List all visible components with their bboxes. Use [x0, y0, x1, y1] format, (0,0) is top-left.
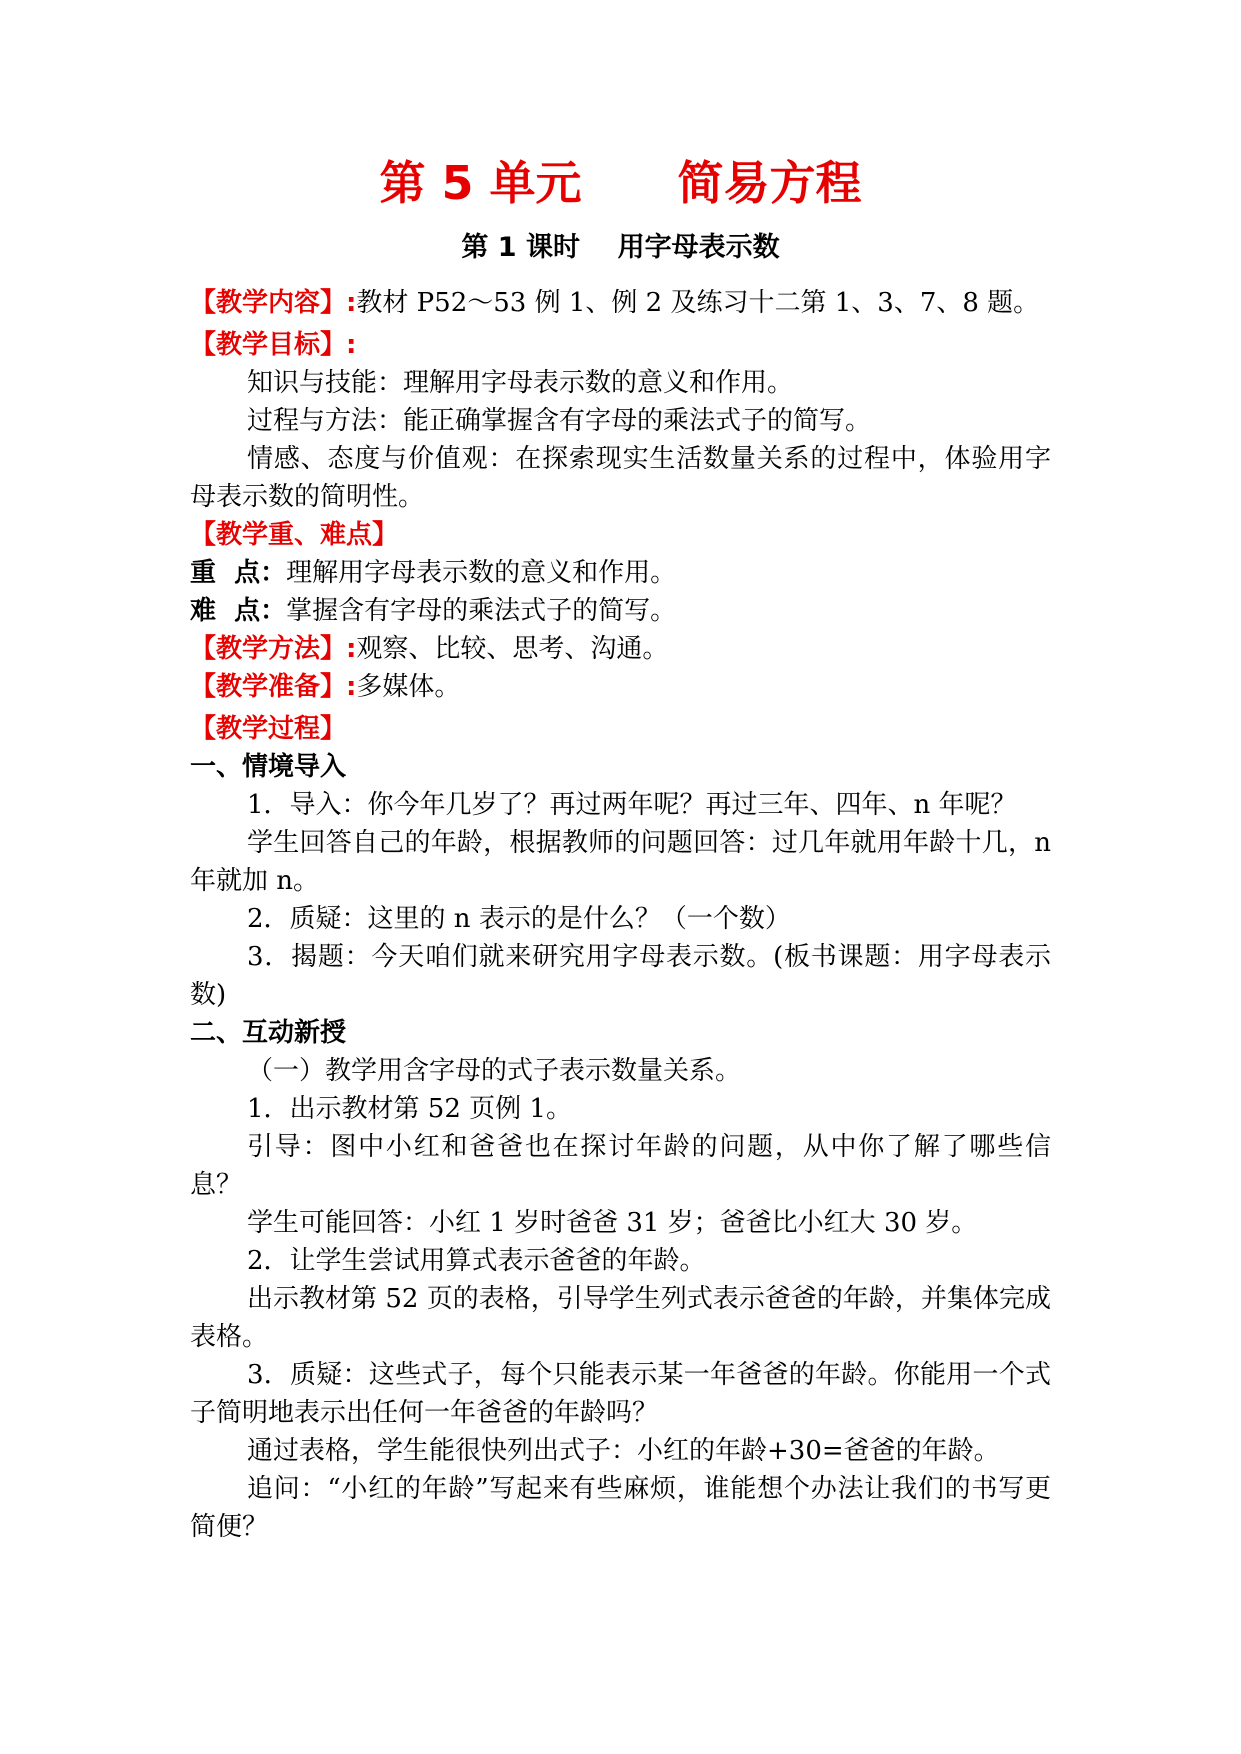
paragraph: 追问：“小红的年龄”写起来有些麻烦，谁能想个办法让我们的书写更简便？	[190, 1474, 1051, 1542]
paragraph: 2．质疑：这里的 n 表示的是什么？（一个数）	[247, 904, 791, 934]
difficult-point-label: 难 点：	[190, 596, 287, 626]
goal-item: 知识与技能：理解用字母表示数的意义和作用。	[247, 368, 794, 398]
teaching-prep-text: 多媒体。	[356, 672, 461, 702]
teaching-content	[190, 284, 1051, 322]
paragraph: 引导：图中小红和爸爸也在探讨年龄的问题，从中你了解了哪些信息？	[190, 1132, 1051, 1200]
teaching-method	[190, 630, 1051, 668]
difficult-point-text: 掌握含有字母的乘法式子的简写。	[286, 596, 677, 626]
keypoints-label: 【教学重、难点】	[190, 520, 399, 550]
paragraph: 出示教材第 52 页的表格，引导学生列式表示爸爸的年龄，并集体完成表格。	[190, 1284, 1051, 1352]
paragraph: 1．导入：你今年几岁了？再过两年呢？再过三年、四年、n 年呢？	[247, 790, 1017, 820]
lesson-subtitle: 第 1 课时 用字母表示数	[461, 232, 780, 263]
key-point-text: 理解用字母表示数的意义和作用。	[286, 558, 677, 588]
teaching-prep	[190, 668, 1051, 706]
teaching-goals-label: 【教学目标】:	[190, 330, 357, 360]
teaching-process-label: 【教学过程】	[190, 714, 347, 744]
paragraph: （一）教学用含字母的式子表示数量关系。	[247, 1056, 742, 1086]
paragraph: 3．揭题：今天咱们就来研究用字母表示数。(板书课题：用字母表示数)	[190, 942, 1051, 1010]
difficult-point	[190, 592, 1051, 630]
teaching-prep-label: 【教学准备】:	[190, 672, 357, 702]
key-point	[190, 554, 1051, 592]
paragraph: 3．质疑：这些式子，每个只能表示某一年爸爸的年龄。你能用一个式子简明地表示出任何一年爸爸的年龄吗？	[190, 1360, 1051, 1428]
unit-title: 第 5 单元 简易方程	[379, 156, 862, 210]
goal-item: 过程与方法：能正确掌握含有字母的乘法式子的简写。	[247, 406, 872, 436]
teaching-method-text: 观察、比较、思考、沟通。	[356, 634, 669, 664]
paragraph: 1．出示教材第 52 页例 1。	[247, 1094, 572, 1124]
keypoints-label-line	[190, 516, 1051, 554]
section-heading-2: 二、互动新授	[190, 1018, 347, 1048]
paragraph: 学生回答自己的年龄，根据教师的问题回答：过几年就用年龄十几，n 年就加 n。	[190, 828, 1051, 896]
teaching-process-label-line	[190, 710, 1051, 748]
paragraph: 2．让学生尝试用算式表示爸爸的年龄。	[247, 1246, 706, 1276]
goal-item: 情感、态度与价值观：在探索现实生活数量关系的过程中，体验用字母表示数的简明性。	[190, 444, 1051, 512]
key-point-label: 重 点：	[190, 558, 287, 588]
teaching-content-label: 【教学内容】:	[190, 288, 357, 318]
paragraph: 通过表格，学生能很快列出式子：小红的年龄+30=爸爸的年龄。	[247, 1436, 1000, 1466]
teaching-goals-label-line	[190, 326, 1051, 364]
teaching-content-text: 教材 P52～53 例 1、例 2 及练习十二第 1、3、7、8 题。	[356, 288, 1040, 318]
section-heading-1: 一、情境导入	[190, 752, 347, 782]
paragraph: 学生可能回答：小红 1 岁时爸爸 31 岁；爸爸比小红大 30 岁。	[247, 1208, 978, 1238]
teaching-method-label: 【教学方法】:	[190, 634, 357, 664]
